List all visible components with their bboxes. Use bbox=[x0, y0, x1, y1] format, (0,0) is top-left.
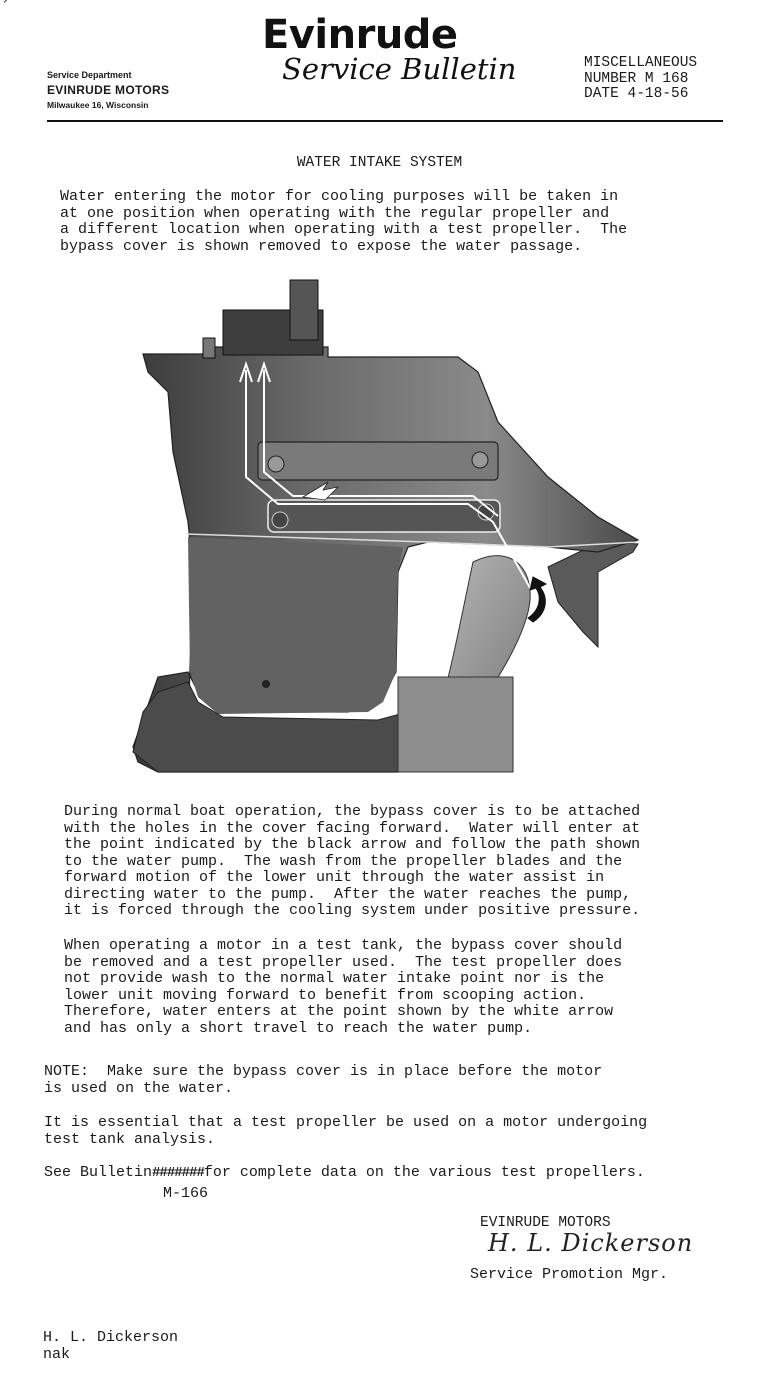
author-name: H. L. Dickerson bbox=[43, 1329, 179, 1346]
see-bulletin-prefix: See Bulletin bbox=[44, 1164, 153, 1181]
handwritten-signature: H. L. Dickerson bbox=[488, 1229, 694, 1257]
drain-hole bbox=[262, 680, 270, 688]
lower-unit-illustration bbox=[128, 272, 644, 778]
test-tank-paragraph: When operating a motor in a test tank, the bypass cover should be removed and a test propeller used. The test propeller does not provide wash to the normal water intake point nor is the lower unit moving forward to benefit from scooping action. Therefore, water enters at the point shown by the white arrow and has only a short travel to reach the water pump. bbox=[64, 937, 623, 1037]
screw-head bbox=[272, 512, 288, 528]
bulletin-reference: M-166 bbox=[163, 1185, 209, 1202]
normal-operation-paragraph: During normal boat operation, the bypass cover is to be attached with the holes in the cover facing forward. Water will enter at the point indicated by the black arrow and follow the path shown to the water pump. The wash from the propeller blades and the forward motion of the lower unit through the water assist in directing water to the pump. After the water reaches the pump, it is forced through the cooling system under positive pressure. bbox=[64, 803, 641, 919]
brand-logo: Evinrude bbox=[262, 12, 458, 58]
department-block bbox=[47, 70, 169, 110]
bulletin-number: NUMBER M 168 bbox=[584, 70, 689, 87]
essential-paragraph: It is essential that a test propeller be used on a motor undergoing test tank analysis. bbox=[44, 1114, 648, 1148]
shift-rod bbox=[203, 338, 215, 358]
anti-cavitation-fin bbox=[548, 542, 638, 647]
lower-body bbox=[188, 537, 403, 714]
see-bulletin-line bbox=[44, 1165, 645, 1182]
bulletin-meta bbox=[584, 56, 697, 103]
intro-paragraph: Water entering the motor for cooling purposes will be taken in at one position when operating with the regular propeller and a different location when operating with a test propeller. The bypass cover is shown removed to expose the water passage. bbox=[60, 188, 628, 255]
see-bulletin-suffix: for complete data on the various test propellers. bbox=[203, 1164, 645, 1181]
company-name: EVINRUDE MOTORS bbox=[47, 83, 170, 97]
department-label: Service Department bbox=[47, 70, 132, 80]
company-address: Milwaukee 16, Wisconsin bbox=[47, 100, 149, 110]
typist-initials: nak bbox=[43, 1346, 71, 1363]
corner-mark bbox=[4, 0, 15, 3]
upper-bypass-plate bbox=[258, 442, 498, 480]
page-title: WATER INTAKE SYSTEM bbox=[296, 155, 463, 171]
driveshaft-tube bbox=[290, 280, 318, 340]
propeller-hub bbox=[398, 677, 513, 772]
screw-head bbox=[472, 452, 488, 468]
signature-title: Service Promotion Mgr. bbox=[470, 1266, 669, 1283]
bulletin-date: DATE 4-18-56 bbox=[584, 86, 689, 102]
bulletin-category: MISCELLANEOUS bbox=[584, 55, 698, 71]
header-rule bbox=[47, 120, 723, 122]
signature-company: EVINRUDE MOTORS bbox=[480, 1215, 611, 1231]
struck-out-number: ####### bbox=[152, 1165, 204, 1181]
note-paragraph: NOTE: Make sure the bypass cover is in place before the motor is used on the water. bbox=[44, 1063, 603, 1097]
screw-head bbox=[268, 456, 284, 472]
bulletin-logo: Service Bulletin bbox=[282, 52, 517, 86]
